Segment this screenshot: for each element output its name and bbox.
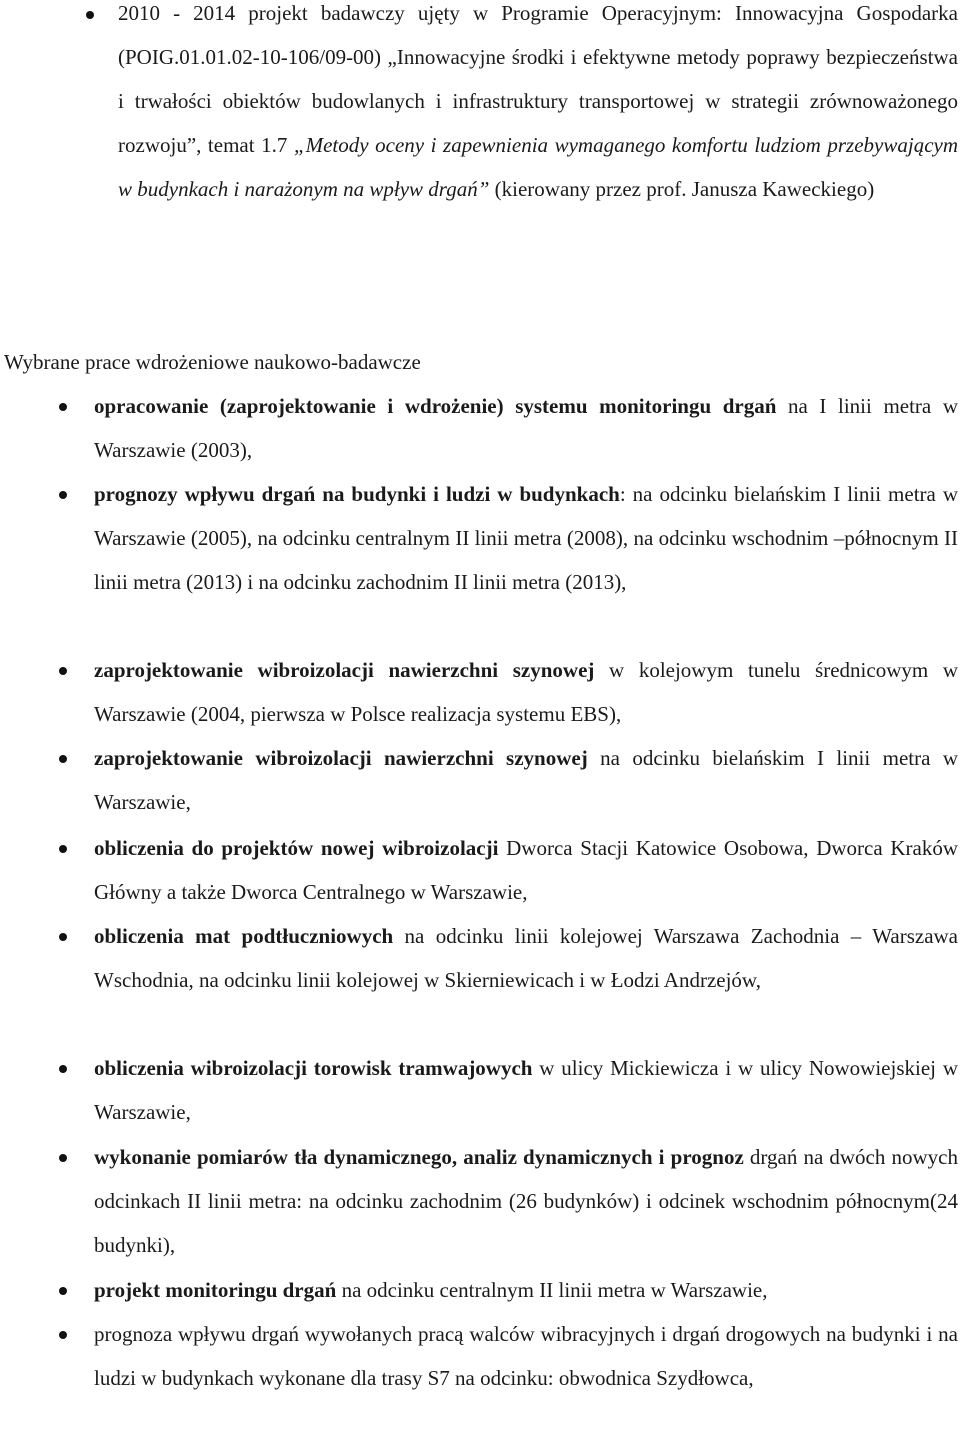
item-text: drgań na dwóch nowych odcinkach II linii metra: na odcinku zachodnim (26 budynków) i odcinek wschodnim północnym(24 budynki), bbox=[94, 1145, 958, 1257]
item-bold: obliczenia mat podtłuczniowych bbox=[94, 924, 394, 948]
item-text: : na odcinku bielańskim I linii metra w Warszawie (2005), na odcinku centralnym II linii metra (2008), na odcinku wschodnim –północnym II linii metra (2013) i na odcinku zachodnim II linii metra (2013), bbox=[94, 482, 959, 594]
project-topic-title: „Metody oceny i zapewnienia wymaganego komfortu ludziom przebywającym w budynkach i narażonym na wpływ drgań” bbox=[118, 133, 959, 201]
bullet-icon bbox=[59, 1065, 67, 1073]
item-text: na odcinku linii kolejowej Warszawa Zachodnia – Warszawa Wschodnia, na odcinku linii kolejowej w Skierniewicach i w Łodzi Andrzejów, bbox=[94, 924, 959, 992]
list-item bbox=[94, 384, 958, 472]
bullet-icon bbox=[86, 11, 94, 19]
list-item bbox=[94, 472, 958, 604]
bullet-icon bbox=[59, 1287, 67, 1295]
list-item bbox=[94, 648, 958, 736]
list-item bbox=[94, 914, 958, 1002]
list-item bbox=[94, 826, 958, 914]
bullet-icon bbox=[59, 1331, 67, 1339]
bullet-icon bbox=[59, 403, 67, 411]
bullet-icon bbox=[59, 845, 67, 853]
item-bold: obliczenia wibroizolacji torowisk tramwajowych bbox=[94, 1056, 533, 1080]
bullet-icon bbox=[59, 933, 67, 941]
list-item bbox=[94, 1046, 958, 1134]
item-bold: prognozy wpływu drgań na budynki i ludzi w budynkach bbox=[94, 482, 620, 506]
item-bold: projekt monitoringu drgań bbox=[94, 1278, 337, 1302]
item-bold: obliczenia do projektów nowej wibroizolacji bbox=[94, 836, 499, 860]
item-bold: zaprojektowanie wibroizolacji nawierzchni szynowej bbox=[94, 746, 588, 770]
item-bold: opracowanie (zaprojektowanie i wdrożenie) systemu monitoringu drgań bbox=[94, 394, 777, 418]
project-text: 2010 - 2014 projekt badawczy ujęty w Programie Operacyjnym: Innowacyjna Gospodarka (POIG.01.01.02-10-106/09-00) „Innowacyjne środki i efektywne metody poprawy bezpieczeństwa i trwałości obiektów budowlanych i infrastruktury transportowej w strategii zrównoważonego rozwoju”, temat 1.7 bbox=[118, 1, 958, 157]
bullet-icon bbox=[59, 491, 67, 499]
item-text: na odcinku bielańskim I linii metra w Warszawie, bbox=[94, 746, 958, 814]
list-item bbox=[94, 1268, 958, 1312]
item-text: prognoza wpływu drgań wywołanych pracą walców wibracyjnych i drgań drogowych na budynki i na ludzi w budynkach wykonane dla trasy S7 na odcinku: obwodnica Szydłowca, bbox=[94, 1322, 958, 1390]
item-text: na odcinku centralnym II linii metra w Warszawie, bbox=[336, 1278, 768, 1302]
list-item bbox=[94, 736, 958, 824]
bullet-icon bbox=[59, 1154, 67, 1162]
item-text: w ulicy Mickiewicza i w ulicy Nowowiejskiej w Warszawie, bbox=[94, 1056, 958, 1124]
item-bold: wykonanie pomiarów tła dynamicznego, analiz dynamicznych i prognoz bbox=[94, 1145, 744, 1169]
item-text: Dworca Stacji Katowice Osobowa, Dworca Kraków Główny a także Dworca Centralnego w Warszawie, bbox=[94, 836, 958, 904]
bullet-icon bbox=[59, 755, 67, 763]
item-bold: zaprojektowanie wibroizolacji nawierzchni szynowej bbox=[94, 658, 595, 682]
list-item bbox=[94, 1312, 958, 1400]
project-leader: (kierowany przez prof. Janusza Kaweckiego) bbox=[489, 177, 875, 201]
section-heading: Wybrane prace wdrożeniowe naukowo-badawcze bbox=[4, 350, 421, 374]
item-text: w kolejowym tunelu średnicowym w Warszawie (2004, pierwsza w Polsce realizacja systemu EBS), bbox=[94, 658, 958, 726]
bullet-icon bbox=[59, 667, 67, 675]
project-paragraph bbox=[118, 0, 958, 211]
item-text: na I linii metra w Warszawie (2003), bbox=[94, 394, 959, 462]
list-item bbox=[94, 1135, 958, 1267]
